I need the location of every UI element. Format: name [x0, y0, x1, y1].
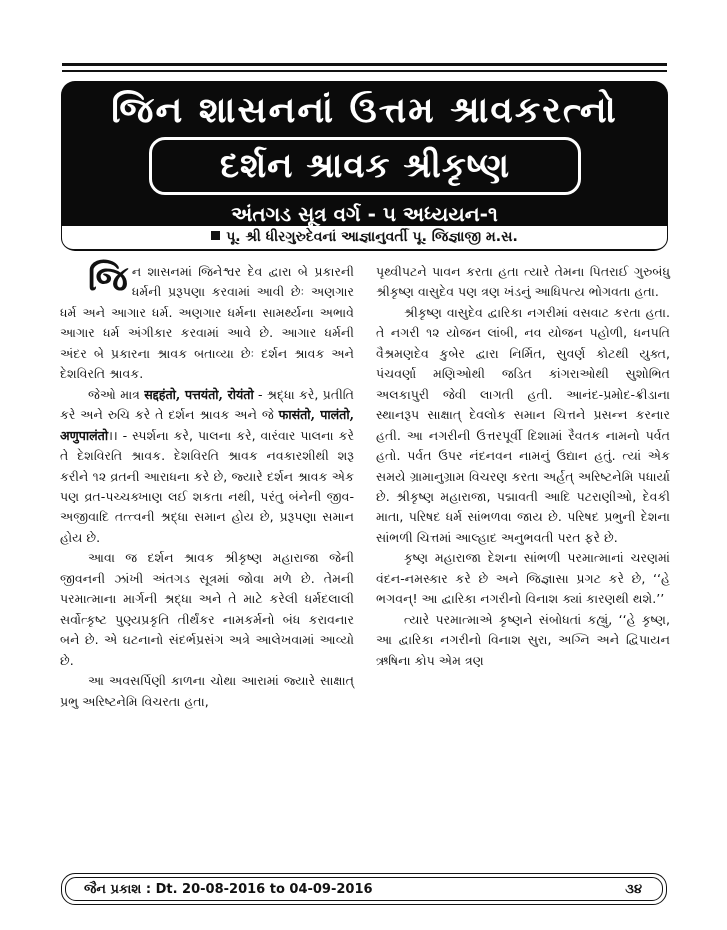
paragraph-text: - શ્રદ્ધા કરે, પ્રતીતિ કરે અને રુચિ કરે તે દર્શન શ્રાવક અને જે	[60, 386, 354, 423]
paragraph: આવા જ દર્શન શ્રાવક શ્રીકૃષ્ણ મહારાજા જેની જીવનની ઝાંખી અંતગડ સૂત્રમાં જોવા મળે છે. તેમની પરમાત્માના માર્ગની શ્રદ્ધા અને તે માટે કરેલી ધર્મદલાલી સર્વોત્કૃષ્ટ પુણ્યપ્રકૃતિ તીર્થંકર નામકર્મનો બંધ કરાવનાર બને છે. એ ઘટનાનો સંદર્ભપ્રસંગ અત્રે આલેખવામાં આવ્યો છે.	[60, 550, 354, 668]
paragraph-text: જેઓ માત્ર	[88, 386, 145, 402]
paragraph-text: ।। - સ્પર્શના કરે, પાલના કરે, વારંવાર પાલના કરે તે દેશવિરતિ શ્રાવક. દેશવિરતિ શ્રાવક નવકારશીથી શરૂ કરીને ૧૨ વ્રતની આરાધના કરે છે, જ્યારે દર્શન શ્રાવક એક પણ વ્રત-પચ્ચક્ખાણ લઈ શકતા નથી, પરંતુ બંનેની જીવ-અજીવાદિ તત્ત્વની શ્રદ્ધા સમાન હોય છે, પ્રરૂપણા સમાન હોય છે.	[60, 427, 354, 545]
paragraph	[60, 259, 354, 385]
article-title-box	[149, 137, 581, 195]
page-footer	[61, 873, 667, 905]
top-rule-thin	[62, 70, 667, 72]
prakrit-terms: फासंतो, पालंतो, अणुपालंतो	[60, 407, 354, 443]
prakrit-terms: सद्दहंतो, पत्तयंतो, रोयंतो	[144, 386, 254, 402]
paragraph: ત્યારે પરમાત્માએ કૃષ્ણને સંબોધતાં કહ્યું, ‘‘હે કૃષ્ણ, આ દ્વારિકા નગરીનો વિનાશ સુરા, અગ્નિ અને દ્વિપાયન ઋષિના કોપ એમ ત્રણ	[376, 611, 670, 668]
article-title: દર્શન શ્રાવક શ્રીકૃષ્ણ	[219, 146, 511, 186]
paragraph	[60, 385, 354, 549]
square-bullet-icon	[211, 231, 220, 240]
publication-info: જૈન પ્રકાશ : Dt. 20-08-2016 to 04-09-2016	[84, 882, 373, 897]
drop-cap: જિ	[88, 259, 128, 299]
paragraph: શ્રીકૃષ્ણ વાસુદેવ દ્વારિકા નગરીમાં વસવાટ કરતા હતા. તે નગરી ૧૨ યોજન લાંબી, નવ યોજન પહોળી, ધનપતિ વૈશ્રમણદેવ કુબેર દ્વારા નિર્મિત, સુવર્ણ કોટથી યુક્ત, પંચવર્ણા મણિઓથી જડિત કાંગરાઓથી સુશોભિત અલકાપુરી જેવી લાગતી હતી. આનંદ-પ્રમોદ-ક્રીડાના સ્થાનરૂપ સાક્ષાત્ દેવલોક સમાન ચિત્તને પ્રસન્ન કરનાર હતી. આ નગરીની ઉત્તરપૂર્વી દિશામાં રૈવતક નામનો પર્વત હતો. પર્વત ઉપર નંદનવન નામનું ઉદ્યાન હતું. ત્યાં એક સમયે ગ્રામાનુગ્રામ વિચરણ કરતા અર્હત્ અરિષ્ટનેમિ પધાર્યા છે. શ્રીકૃષ્ણ મહારાજા, પદ્માવતી આદિ પટરાણીઓ, દેવકી માતા, પરિષદ ધર્મ સાંભળવા જાય છે. પરિષદ પ્રભુની દેશના સાંભળી ચિત્તમાં આલ્હાદ અનુભવતી પરત ફરે છે.	[376, 304, 670, 545]
top-rule	[62, 63, 667, 66]
paragraph: પૃથ્વીપટને પાવન કરતા હતા ત્યારે તેમના પિતરાઈ ગુરુબંધુ શ્રીકૃષ્ણ વાસુદેવ પણ ત્રણ ખંડનું આધિપત્ય ભોગવતા હતા.	[376, 264, 670, 300]
author-line	[61, 226, 668, 250]
article-subtitle: અંતગડ સૂત્ર વર્ગ - ૫ અધ્યયન-૧	[231, 202, 498, 226]
author-name: પૂ. શ્રી ધીરગુરુદેવનાં આજ્ઞાનુવર્તી પૂ. જિજ્ઞાજી મ.સ.	[226, 229, 518, 245]
paragraph: કૃષ્ણ મહારાજા દેશના સાંભળી પરમાત્માનાં ચરણમાં વંદન-નમસ્કાર કરે છે અને જિજ્ઞાસા પ્રગટ કરે છે, ‘‘હે ભગવન્! આ દ્વારિકા નગરીનો વિનાશ ક્યાં કારણથી થશે.’’	[376, 550, 670, 607]
paragraph-text: ન શાસનમાં જિનેશ્વર દેવ દ્વારા બે પ્રકારની ધર્મની પ્રરૂપણા કરવામાં આવી છેઃ અણગાર ધર્મ અને આગાર ધર્મ. અણગાર ધર્મના સામર્થ્યના અભાવે આગાર ધર્મ અંગીકાર કરવામાં આવે છે. આગાર ધર્મની અંદર બે પ્રકારના શ્રાવક બતાવ્યા છેઃ દર્શન શ્રાવક અને દેશવિરતિ શ્રાવક.	[60, 264, 354, 382]
left-column	[60, 259, 354, 712]
right-column	[376, 262, 670, 671]
footer-inner-border	[65, 877, 663, 901]
paragraph: આ અવસર્પિણી કાળના ચોથા આરામાં જ્યારે સાક્ષાત્ પ્રભુ અરિષ્ટનેમિ વિચરતા હતા,	[60, 673, 354, 709]
series-title: જિન શાસનનાં ઉત્તમ શ્રાવકરત્નો	[111, 90, 618, 131]
page-number: ૩૪	[625, 882, 642, 897]
